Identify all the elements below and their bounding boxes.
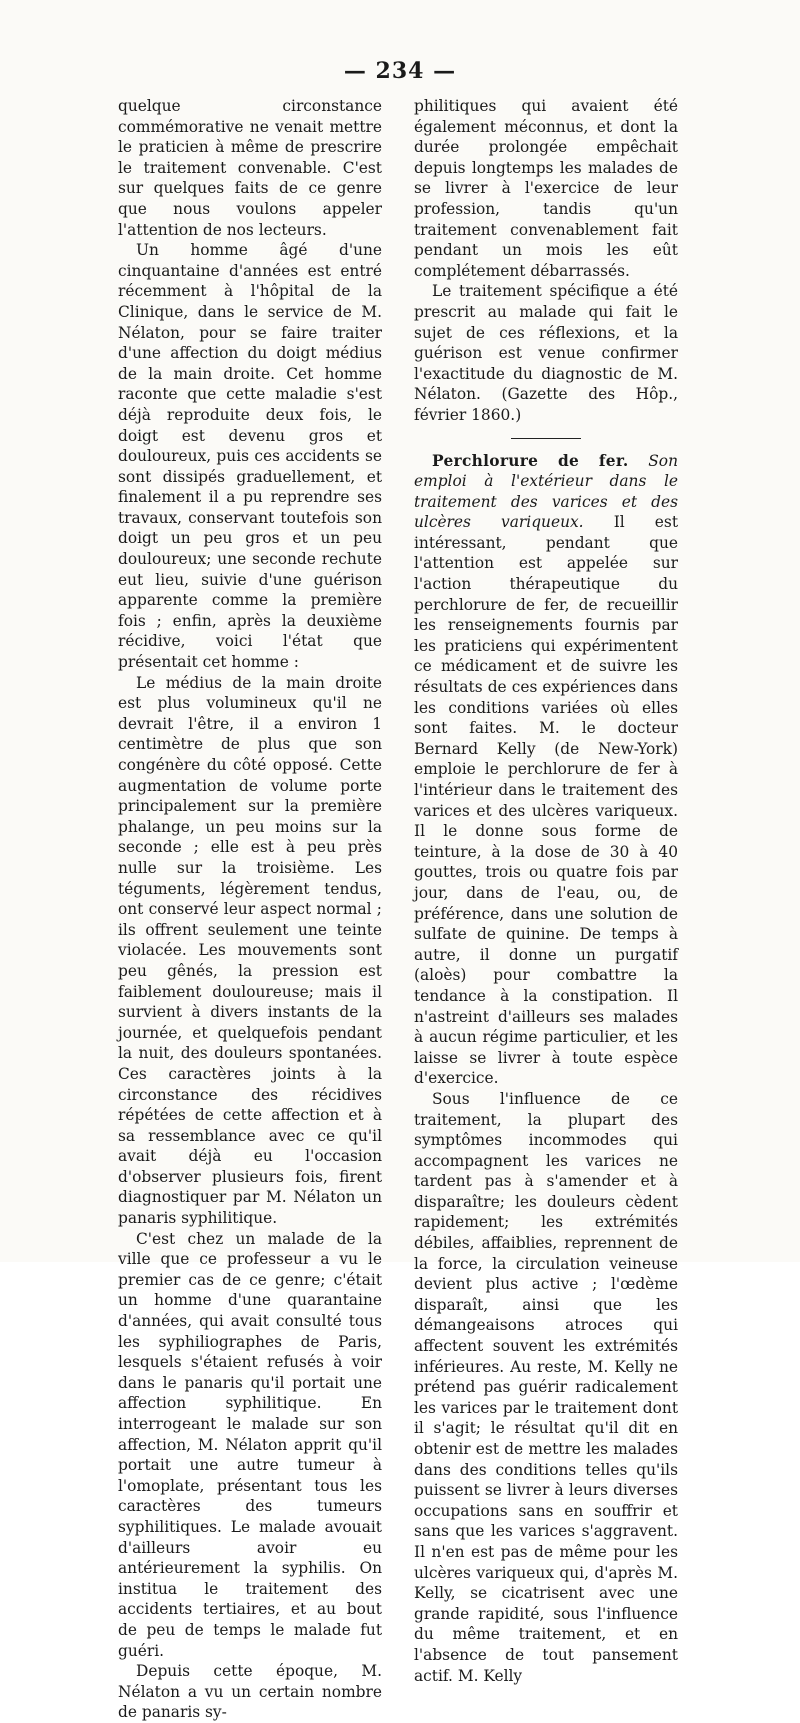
paragraph: Depuis cette époque, M. Nélaton a vu un certain nombre de panaris sy- [118, 1662, 382, 1722]
article-paragraph [414, 451, 678, 1089]
right-column [414, 96, 678, 1686]
page-number: — 234 — [343, 58, 457, 84]
paragraph: C'est chez un malade de la ville que ce professeur a vu le premier cas de ce genre; c'était un homme d'une quarantaine d'années, qui avait consulté tous les syphiliographes de Paris, lesquels s'étaient refusés à voir dans le panaris qu'il portait une affection syphilitique. En interrogeant le malade sur son affection, M. Nélaton apprit qu'il portait une autre tumeur à l'omoplate, présentant tous les caractères des tumeurs syphilitiques. Le malade avouait d'ailleurs avoir eu antérieurement la syphilis. On institua le traitement des accidents tertiaires, et au bout de peu de temps le malade fut guéri. [118, 1229, 382, 1660]
section-divider [511, 438, 581, 439]
paragraph: Sous l'influence de ce traitement, la plupart des symptômes incommodes qui accompagnent les varices ne tardent pas à s'amender et à disparaître; les douleurs cèdent rapidement; les extrémités débiles, affaiblies, reprennent de la force, la circulation veineuse devient plus active ; l'œdème disparaît, ainsi que les démangeaisons atroces qui affectent souvent les extrémités inférieures. Au reste, M. Kelly ne prétend pas guérir radicalement les varices par le traitement dont il s'agit; le résultat qu'il dit en obtenir est de mettre les malades dans des conditions telles qu'ils puissent se livrer à leurs diverses occupations sans en souffrir et sans que les varices s'aggravent. Il n'en est pas de même pour les ulcères variqueux qui, d'après M. Kelly, se cicatrisent avec une grande rapidité, sous l'influence du même traitement, et en l'absence de tout pansement actif. M. Kelly [414, 1089, 678, 1685]
paragraph: Un homme âgé d'une cinquantaine d'années est entré récemment à l'hôpital de la Clinique, dans le service de M. Nélaton, pour se faire traiter d'une affection du doigt médius de la main droite. Cet homme raconte que cette maladie s'est déjà reproduite deux fois, le doigt est devenu gros et douloureux, puis ces accidents se sont dissipés graduellement, et finalement il a pu reprendre ses travaux, conservant toutefois son doigt un peu gros et un peu douloureux; une seconde rechute eut lieu, suivie d'une guérison apparente comme la première fois ; enfin, après la deuxième récidive, voici l'état que présentait cet homme : [118, 241, 382, 672]
paragraph: philitiques qui avaient été également méconnus, et dont la durée prolongée empêchait depuis longtemps les malades de se livrer à l'exercice de leur profession, tandis qu'un traitement convenablement fait pendant un mois les eût complétement débarrassés. [414, 97, 678, 280]
paragraph: Le traitement spécifique a été prescrit au malade qui fait le sujet de ces réflexions, et la guérison est venue confirmer l'exactitude du diagnostic de M. Nélaton. (Gazette des Hôp., février 1860.) [414, 282, 678, 424]
article-body: Il est intéressant, pendant que l'attention est appelée sur l'action thérapeutique du perchlorure de fer, de recueillir les renseignements fournis par les praticiens qui expérimentent ce médicament et de suivre les résultats de ces expériences dans les conditions variées où elles sont faites. M. le docteur Bernard Kelly (de New-York) emploie le perchlorure de fer à l'intérieur dans le traitement des varices et des ulcères variqueux. Il le donne sous forme de teinture, à la dose de 30 à 40 gouttes, trois ou quatre fois par jour, dans de l'eau, ou, de préférence, dans une solution de sulfate de quinine. De temps à autre, il donne un purgatif (aloès) pour combattre la tendance à la constipation. Il n'astreint d'ailleurs ses malades à aucun régime particulier, et les laisse se livrer à toute espèce d'exercice. [414, 513, 679, 1088]
article-heading: Perchlorure de fer. [432, 451, 649, 470]
paragraph: quelque circonstance commémorative ne venait mettre le praticien à même de prescrire le traitement convenable. C'est sur quelques faits de ce genre que nous voulons appeler l'attention de nos lecteurs. [118, 97, 382, 239]
article-subtitle: Son emploi à l'extérieur dans le traitement des varices et des ulcères variqueux. [414, 451, 678, 532]
paragraph: Le médius de la main droite est plus volumineux qu'il ne devrait l'être, il a environ 1 centimètre de plus que son congénère du côté opposé. Cette augmentation de volume porte principalement sur la première phalange, un peu moins sur la seconde ; elle est à peu près nulle sur la troisième. Les téguments, légèrement tendus, ont conservé leur aspect normal ; ils offrent seulement une teinte violacée. Les mouvements sont peu gênés, la pression est faiblement douloureuse; mais il survient à divers instants de la journée, et quelquefois pendant la nuit, des douleurs spontanées. Ces caractères joints à la circonstance des récidives répétées de cette affection et à sa ressemblance avec ce qu'il avait déjà eu l'occasion d'observer plusieurs fois, firent diagnostiquer par M. Nélaton un panaris syphilitique. [118, 673, 382, 1228]
left-column [118, 96, 382, 1723]
